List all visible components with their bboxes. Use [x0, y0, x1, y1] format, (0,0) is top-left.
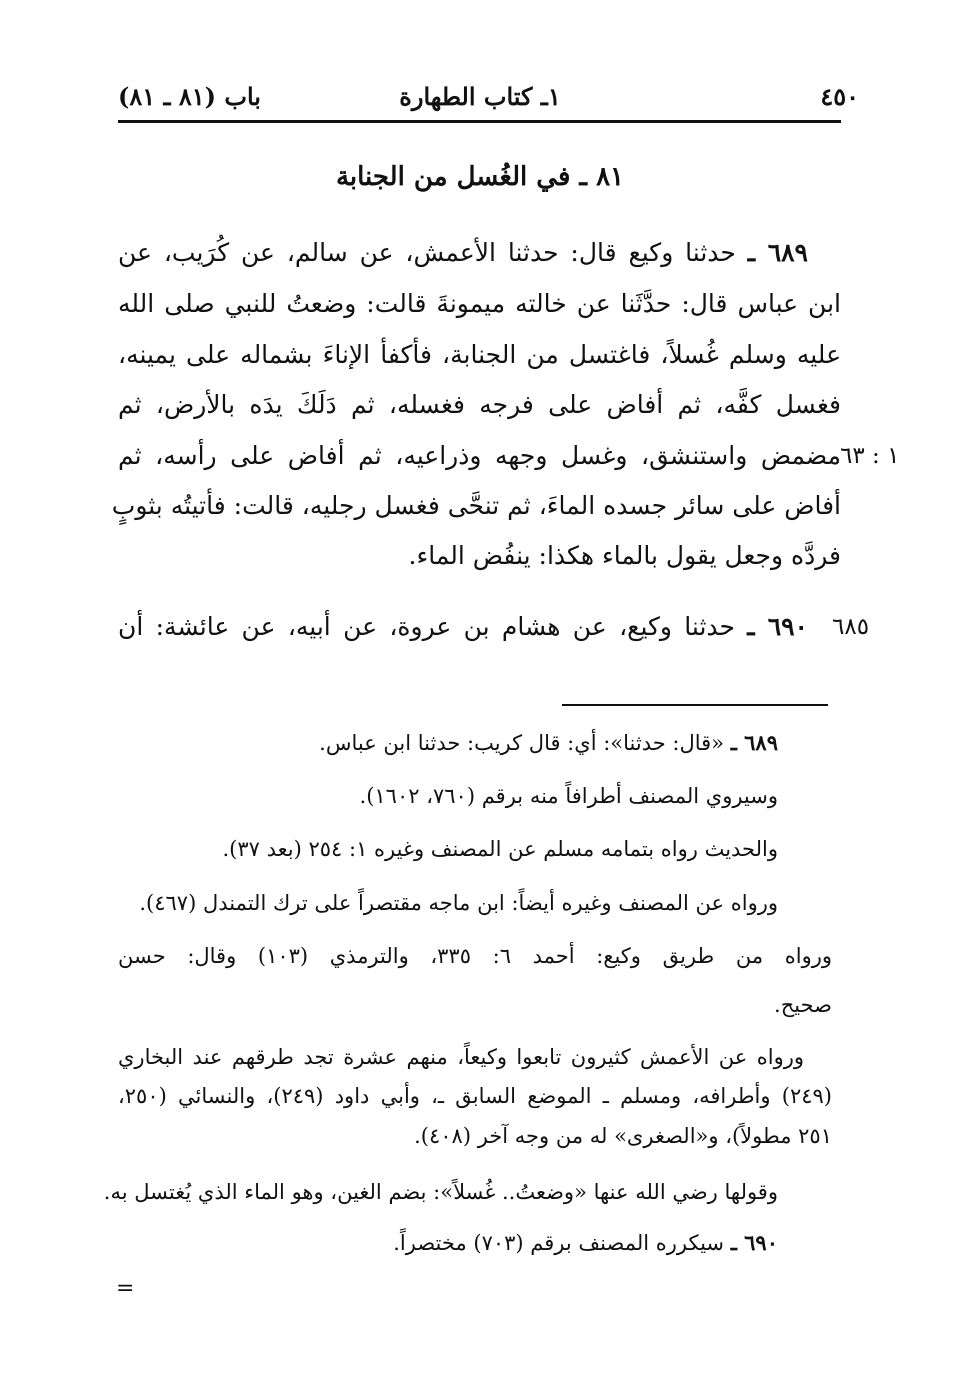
footnote-line-5: ورواه من طريق وكيع: أحمد ٦: ٣٣٥، والترمذي (١٠٣) وقال: حسن [118, 944, 832, 968]
footnote-line-9: ٢٥١ مطولاً)، و«الصغرى» له من وجه آخر (٤٠٨). [414, 1124, 832, 1148]
hadith-689-line-7: فردَّه وجعل يقول بالماء هكذا: ينفُض الماء. [408, 541, 841, 570]
hadith-689-line-3: عليه وسلم غُسلاً، فاغتسل من الجنابة، فأكفأ الإناءَ بشماله على يمينه، [118, 340, 841, 369]
section-title: ٨١ ـ في الغُسل من الجنابة [335, 162, 625, 192]
hadith-689-margin-ref: ١ : ٦٣ [840, 443, 900, 469]
footnote-line-11: ٦٩٠ ـ سيكرره المصنف برقم (٧٠٣) مختصراً. [393, 1230, 778, 1255]
book-title: ١ـ كتاب الطهارة [399, 82, 561, 111]
footnote-line-7: ورواه عن الأعمش كثيرون تابعوا وكيعاً، منهم عشرة تجد طرقهم عند البخاري [118, 1045, 804, 1069]
footnote-line-1: ٦٨٩ ـ «قال: حدثنا»: أي: قال كريب: حدثنا ابن عباس. [319, 730, 778, 755]
hadith-690-number: ٦٩٠ ـ [747, 612, 808, 641]
footnote-line-3: والحديث رواه بتمامه مسلم عن المصنف وغيره ١: ٢٥٤ (بعد ٣٧). [222, 837, 778, 861]
footnote-689-number: ٦٨٩ ـ [730, 730, 778, 755]
hadith-689-line-6: أفاض على سائر جسده الماءَ، ثم تنحَّى فغسل رجليه، قالت: فأتيتُه بثوبٍ [111, 491, 841, 520]
continuation-mark: = [116, 1276, 135, 1301]
page-number: ٤٥٠ [820, 82, 859, 111]
footnote-line-6: صحيح. [774, 993, 832, 1017]
hadith-689-line-5: مضمض واستنشق، وغسل وجهه وذراعيه، ثم أفاض على رأسه، ثم [118, 441, 841, 470]
hadith-689-line-2: ابن عباس قال: حدَّثَنا عن خالته ميمونةَ قالت: وضعتُ للنبي صلى الله [118, 289, 841, 318]
footnote-line-2: وسيروي المصنف أطرافاً منه برقم (٧٦٠، ١٦٠٢). [359, 784, 778, 808]
footnote-line-4: ورواه عن المصنف وغيره أيضاً: ابن ماجه مقتصراً على ترك التمندل (٤٦٧). [139, 891, 778, 915]
hadith-690-line-1: ٦٩٠ ـ حدثنا وكيع، عن هشام بن عروة، عن أبيه، عن عائشة: أن [118, 612, 808, 641]
header-rule [118, 120, 841, 123]
footnote-separator [562, 704, 828, 706]
footnote-690-number: ٦٩٠ ـ [730, 1230, 778, 1255]
footnote-line-8: (٢٤٩) وأطرافه، ومسلم ـ الموضع السابق ـ، وأبي داود (٢٤٩)، والنسائي (٢٥٠، [118, 1084, 832, 1108]
hadith-690-margin-ref: ٦٨٥ [832, 614, 870, 640]
hadith-689-line-4: فغسل كفَّه، ثم أفاض على فرجه فغسله، ثم دَلَكَ يدَه بالأرض، ثم [118, 390, 841, 419]
hadith-689-line-1: ٦٨٩ ـ حدثنا وكيع قال: حدثنا الأعمش، عن سالم، عن كُرَيب، عن [118, 238, 808, 267]
hadith-689-number: ٦٨٩ ـ [747, 238, 808, 267]
footnote-line-10: وقولها رضي الله عنها «وضعتُ.. غُسلاً»: بضم الغين، وهو الماء الذي يُغتسل به. [103, 1180, 778, 1204]
chapter-range: باب (٨١ ـ ٨١) [118, 82, 261, 111]
